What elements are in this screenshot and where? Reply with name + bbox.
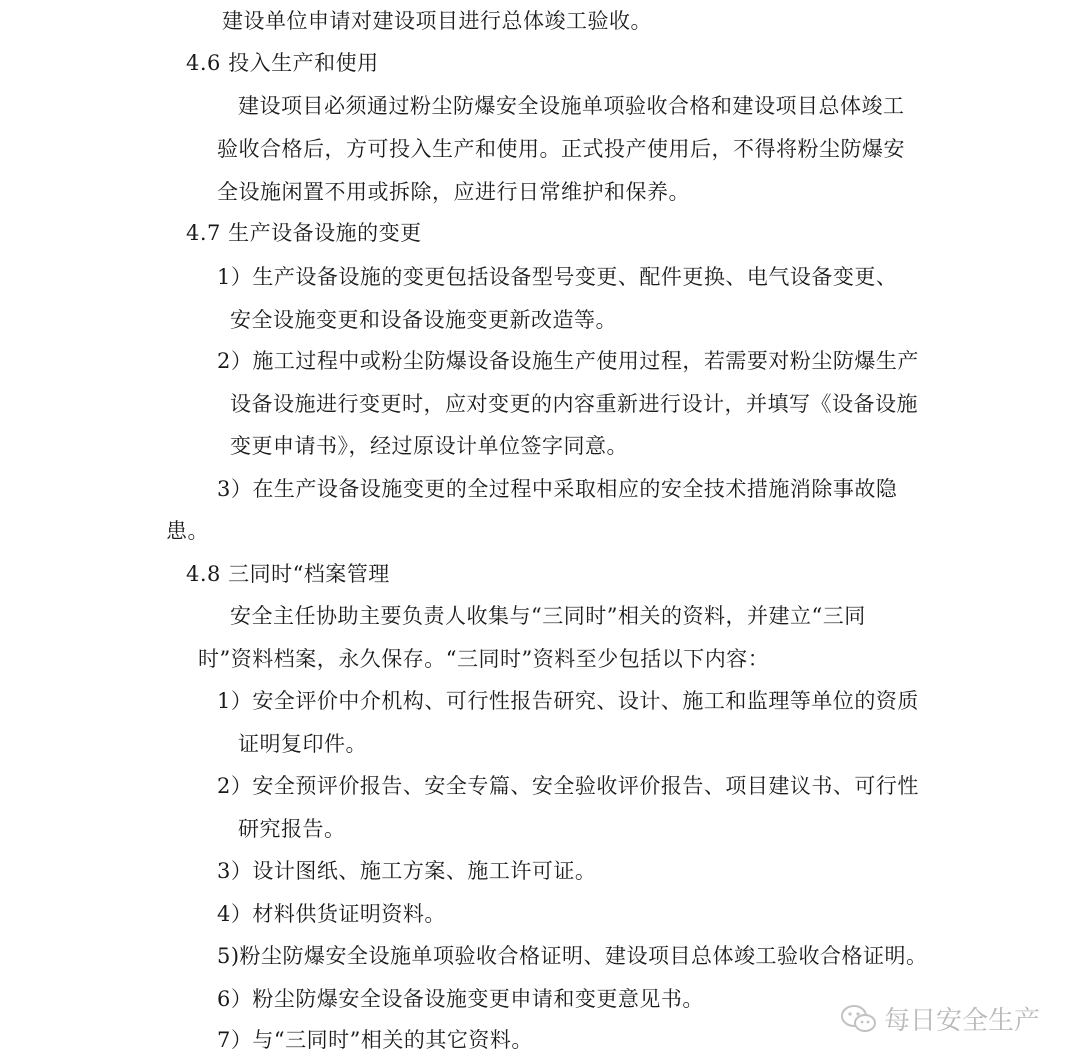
- list-item: 2）施工过程中或粉尘防爆设备设施生产使用过程，若需要对粉尘防爆生产: [217, 349, 919, 373]
- section-heading-4-7: 4.7 生产设备设施的变更: [186, 221, 422, 245]
- list-item: 5)粉尘防爆安全设施单项验收合格证明、建设项目总体竣工验收合格证明。: [217, 944, 928, 968]
- text-line: 时”资料档案，永久保存。“三同时”资料至少包括以下内容：: [198, 647, 770, 671]
- text-line: 变更申请书》，经过原设计单位签字同意。: [230, 434, 628, 458]
- list-item: 6）粉尘防爆安全设备设施变更申请和变更意见书。: [217, 987, 704, 1011]
- text-line: 证明复印件。: [238, 732, 367, 756]
- watermark-text: 每日安全生产: [884, 1006, 1041, 1036]
- text-line: 安全设施变更和设备设施变更新改造等。: [230, 308, 617, 332]
- text-line: 验收合格后，方可投入生产和使用。正式投产使用后，不得将粉尘防爆安: [217, 137, 905, 161]
- section-heading-4-6: 4.6 投入生产和使用: [186, 51, 379, 75]
- list-item: 1）安全评价中介机构、可行性报告研究、设计、施工和监理等单位的资质: [217, 689, 919, 713]
- text-line: 全设施闲置不用或拆除，应进行日常维护和保养。: [217, 180, 690, 204]
- list-item: 3）在生产设备设施变更的全过程中采取相应的安全技术措施消除事故隐: [217, 477, 898, 501]
- list-item: 7）与“三同时”相关的其它资料。: [217, 1028, 533, 1052]
- list-item: 4）材料供货证明资料。: [217, 902, 446, 926]
- text-line: 研究报告。: [238, 817, 346, 841]
- list-item: 1）生产设备设施的变更包括设备型号变更、配件更换、电气设备变更、: [217, 265, 898, 289]
- text-line: 设备设施进行变更时，应对变更的内容重新进行设计，并填写《设备设施: [230, 392, 918, 416]
- watermark: [840, 1000, 1040, 1037]
- section-heading-4-8: 4.8 三同时“档案管理: [186, 562, 390, 586]
- text-line: 患。: [166, 519, 209, 543]
- text-line: 建设项目必须通过粉尘防爆安全设施单项验收合格和建设项目总体竣工: [238, 94, 905, 118]
- text-line: 建设单位申请对建设项目进行总体竣工验收。: [222, 9, 652, 33]
- wechat-icon: [840, 1003, 878, 1035]
- list-item: 2）安全预评价报告、安全专篇、安全验收评价报告、项目建议书、可行性: [217, 774, 919, 798]
- text-line: 安全主任协助主要负责人收集与“三同时”相关的资料，并建立“三同: [230, 604, 866, 628]
- list-item: 3）设计图纸、施工方案、施工许可证。: [217, 859, 597, 883]
